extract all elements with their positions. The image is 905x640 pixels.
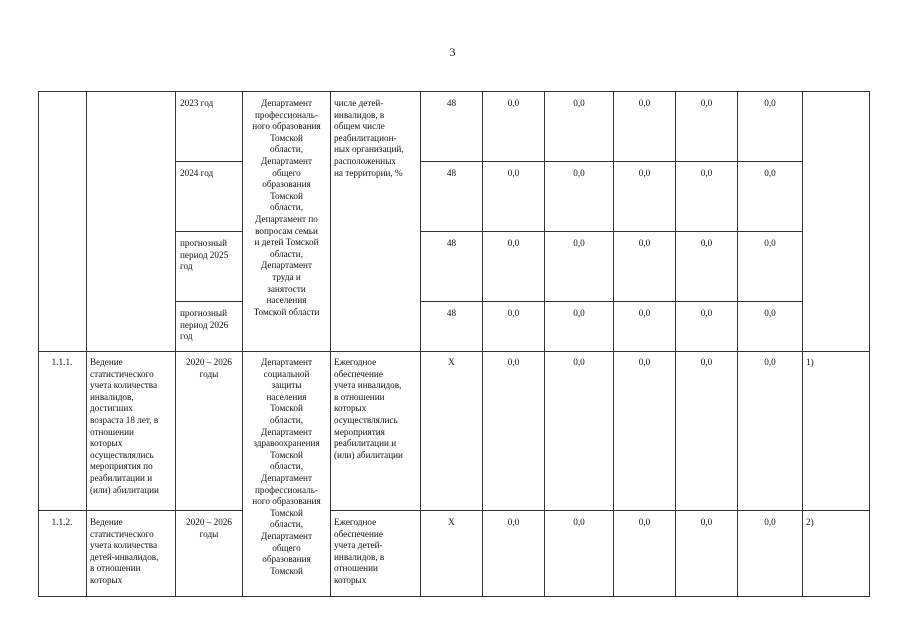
value-2026-e: 0,0 xyxy=(764,308,776,318)
item-1-1-1-value-b: 0,0 xyxy=(573,357,585,367)
year-2023: 2023 год xyxy=(180,98,214,108)
value-2024-b: 0,0 xyxy=(573,168,585,178)
row-divider xyxy=(38,351,870,352)
item-1-1-2-value-d: 0,0 xyxy=(700,517,713,527)
item-number-1-1-1: 1.1.1. xyxy=(51,357,73,367)
value-2026-base: 48 xyxy=(446,308,457,318)
value-2025-c: 0,0 xyxy=(638,238,651,248)
responsible-departments-merged: Департамент социальной защиты населения Томской области, Департамент здравоохранения Томской области, Департамент профессиональ- ного образования Томской области, Департамент общего образования Томской xyxy=(252,357,321,576)
item-indicator-1-1-1: Ежегодное обеспечение учета инвалидов, в отношении которых осуществлялись мероприятия реабилитации и (или) абилитации xyxy=(334,357,403,460)
value-2023-a: 0,0 xyxy=(507,98,520,108)
item-1-1-2-value-base: X xyxy=(448,517,455,527)
value-2024-base: 48 xyxy=(446,168,457,178)
value-2026-a: 0,0 xyxy=(507,308,520,318)
item-1-1-2-value-b: 0,0 xyxy=(573,517,585,527)
item-1-1-2-value-a: 0,0 xyxy=(507,517,520,527)
value-2024-d: 0,0 xyxy=(700,168,713,178)
responsible-departments-top: Департамент профессиональ- ного образования Томской области, Департамент общего образования Томской области, Департамент по вопросам семьи и детей Томской области, Департамент труда и занятости населения Томской области xyxy=(252,98,321,317)
item-1-1-2-value-e: 0,0 xyxy=(764,517,776,527)
value-2023-b: 0,0 xyxy=(573,98,585,108)
row-divider xyxy=(38,510,242,511)
year-2024: 2024 год xyxy=(180,168,214,178)
value-2026-b: 0,0 xyxy=(573,308,585,318)
row-divider xyxy=(175,301,243,302)
column-divider xyxy=(86,91,87,597)
item-indicator-1-1-2: Ежегодное обеспечение учета детей- инвалидов, в отношении которых xyxy=(334,517,385,585)
column-divider xyxy=(802,91,803,597)
row-divider xyxy=(330,510,870,511)
item-name-1-1-2: Ведение статистического учета количества детей-инвалидов, в отношении которых xyxy=(90,517,159,585)
row-divider xyxy=(175,231,243,232)
item-1-1-1-value-a: 0,0 xyxy=(507,357,520,367)
value-2024-a: 0,0 xyxy=(507,168,520,178)
value-2024-c: 0,0 xyxy=(638,168,651,178)
item-number-1-1-2: 1.1.2. xyxy=(51,517,73,527)
year-2026: прогнозный период 2026 год xyxy=(180,308,229,342)
column-divider xyxy=(330,91,331,597)
value-2026-c: 0,0 xyxy=(638,308,651,318)
item-1-1-2-note: 2) xyxy=(806,517,814,527)
value-2025-a: 0,0 xyxy=(507,238,520,248)
item-1-1-1-note: 1) xyxy=(806,357,814,367)
value-2023-base: 48 xyxy=(446,98,457,108)
item-name-1-1-1: Ведение статистического учета количества инвалидов, достигших возраста 18 лет, в отношении которых осуществлялись мероприятия по реабилитации и (или) абилитации xyxy=(90,357,159,495)
item-1-1-1-value-base: X xyxy=(448,357,455,367)
item-1-1-2-value-c: 0,0 xyxy=(638,517,651,527)
column-divider xyxy=(242,91,243,597)
value-2023-d: 0,0 xyxy=(700,98,713,108)
item-1-1-1-value-e: 0,0 xyxy=(764,357,776,367)
value-2023-e: 0,0 xyxy=(764,98,776,108)
value-2024-e: 0,0 xyxy=(764,168,776,178)
value-2025-base: 48 xyxy=(446,238,457,248)
row-divider xyxy=(420,161,802,162)
item-period-1-1-1: 2020 – 2026 годы xyxy=(186,357,232,379)
value-2023-c: 0,0 xyxy=(638,98,651,108)
item-period-1-1-2: 2020 – 2026 годы xyxy=(186,517,232,539)
indicator-top: числе детей- инвалидов, в общем числе реабилитацион- ных организаций, расположенных на территории, % xyxy=(334,98,404,178)
value-2025-d: 0,0 xyxy=(700,238,713,248)
value-2025-e: 0,0 xyxy=(764,238,776,248)
row-divider xyxy=(420,301,802,302)
item-1-1-1-value-c: 0,0 xyxy=(638,357,651,367)
item-1-1-1-value-d: 0,0 xyxy=(700,357,713,367)
row-divider xyxy=(175,161,243,162)
value-2025-b: 0,0 xyxy=(573,238,585,248)
row-divider xyxy=(420,231,802,232)
value-2026-d: 0,0 xyxy=(700,308,713,318)
year-2025: прогнозный период 2025 год xyxy=(180,238,229,272)
page-number: 3 xyxy=(449,45,456,59)
